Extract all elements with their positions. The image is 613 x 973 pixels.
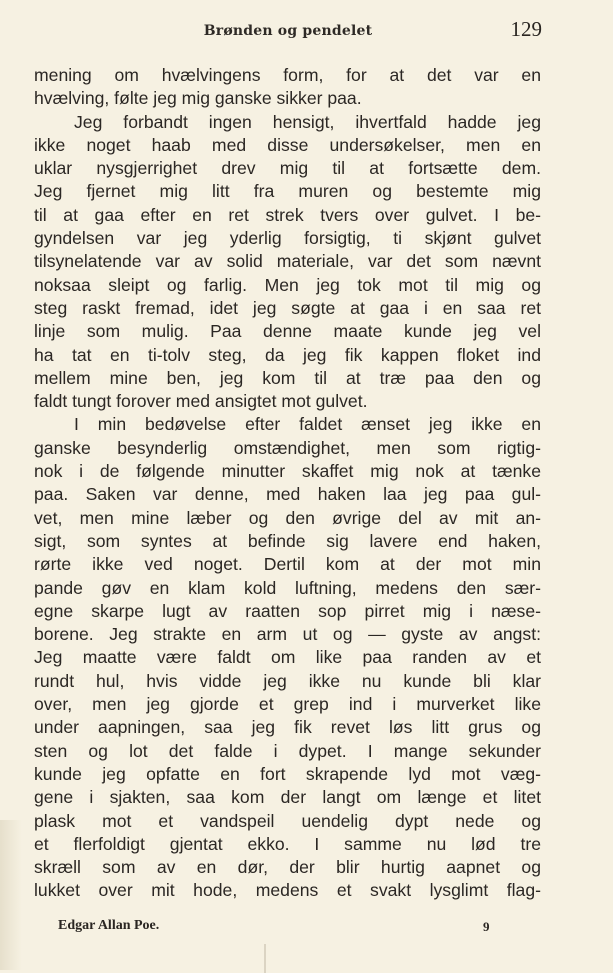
author-signature: Edgar Allan Poe.	[58, 918, 160, 933]
running-title: Brønden og pendelet	[203, 23, 373, 39]
text-line: tilsynelatende var av solid materiale, var det som nævnt	[34, 251, 541, 272]
text-line: gyndelsen var jeg yderlig forsigtig, ti skjønt gulvet	[34, 228, 541, 249]
text-line: linje som mulig. Paa denne maate kunde jeg vel	[34, 321, 541, 342]
text-line: mening om hvælvingens form, for at det var en	[34, 65, 541, 85]
text-line: vet, men mine læber og den øvrige del av mit an-	[34, 507, 541, 528]
text-line: Jeg fjernet mig litt fra muren og bestemte mig	[34, 181, 541, 202]
text-line: I min bedøvelse efter faldet ænset jeg ikke en	[74, 414, 541, 435]
sheet-mark: 9	[483, 919, 490, 934]
text-line: til at gaa efter en ret strek tvers over gulvet. I be-	[34, 204, 541, 225]
text-line: paa. Saken var denne, med haken laa jeg paa gul-	[34, 484, 541, 505]
text-line: nok i de følgende minutter skaffet mig nok at tænke	[34, 461, 541, 482]
page-edge-mark	[264, 944, 266, 973]
page-header	[34, 14, 542, 50]
text-line: ikke noget haab med disse undersøkelser, men en	[34, 134, 541, 155]
body-text	[34, 64, 541, 903]
text-line: uklar nysgjerrighet drev mig til at fortsætte dem.	[34, 158, 541, 179]
text-line: sigt, som syntes at befinde sig lavere end haken,	[34, 530, 541, 551]
text-line: sten og lot det falde i dypet. I mange sekunder	[34, 740, 541, 761]
text-line: over, men jeg gjorde et grep ind i murverket like	[34, 694, 541, 715]
text-line: ganske besynderlig omstændighet, men som rigtig-	[34, 437, 541, 458]
text-line: under aapningen, saa jeg fik revet løs litt grus og	[34, 717, 541, 738]
text-line: borene. Jeg strakte en arm ut og — gyste av angst:	[34, 624, 541, 645]
text-line: steg raskt fremad, idet jeg søgte at gaa i en saa ret	[34, 297, 541, 318]
text-line: skræll som av en dør, der blir hurtig aapnet og	[34, 857, 541, 878]
text-line: rørte ikke ved noget. Dertil kom at der mot min	[34, 554, 541, 575]
text-line: Jeg maatte være faldt om like paa randen av et	[34, 647, 541, 668]
text-line: gene i sjakten, saa kom der langt om længe et litet	[34, 787, 541, 808]
page-footer	[58, 914, 508, 938]
text-line: mellem mine ben, jeg kom til at træ paa den og	[34, 367, 541, 388]
text-line: et flerfoldigt gjentat ekko. I samme nu lød tre	[34, 833, 541, 854]
text-line: noksaa sleipt og farlig. Men jeg tok mot til mig og	[34, 274, 541, 295]
text-line: lukket over mit hode, medens et svakt lysglimt flag-	[34, 880, 541, 901]
text-line: ha tat en ti-tolv steg, da jeg fik kappen floket ind	[34, 344, 541, 365]
text-line: Jeg forbandt ingen hensigt, ihvertfald hadde jeg	[74, 111, 541, 132]
text-line: kunde jeg opfatte en fort skrapende lyd mot væg-	[34, 763, 541, 784]
text-line: plask mot et vandspeil uendelig dypt nede og	[34, 810, 541, 831]
text-line: egne skarpe lugt av raatten sop pirret mig i næse-	[34, 600, 541, 621]
text-line: hvælving, følte jeg mig ganske sikker paa.	[34, 88, 362, 109]
page-stain	[0, 820, 22, 970]
text-line: rundt hul, hvis vidde jeg ikke nu kunde bli klar	[34, 670, 541, 691]
text-line: pande gøv en klam kold luftning, medens den sær-	[34, 577, 541, 598]
page-number: 129	[510, 17, 542, 41]
text-line: faldt tungt forover med ansigtet mot gulvet.	[34, 391, 368, 412]
